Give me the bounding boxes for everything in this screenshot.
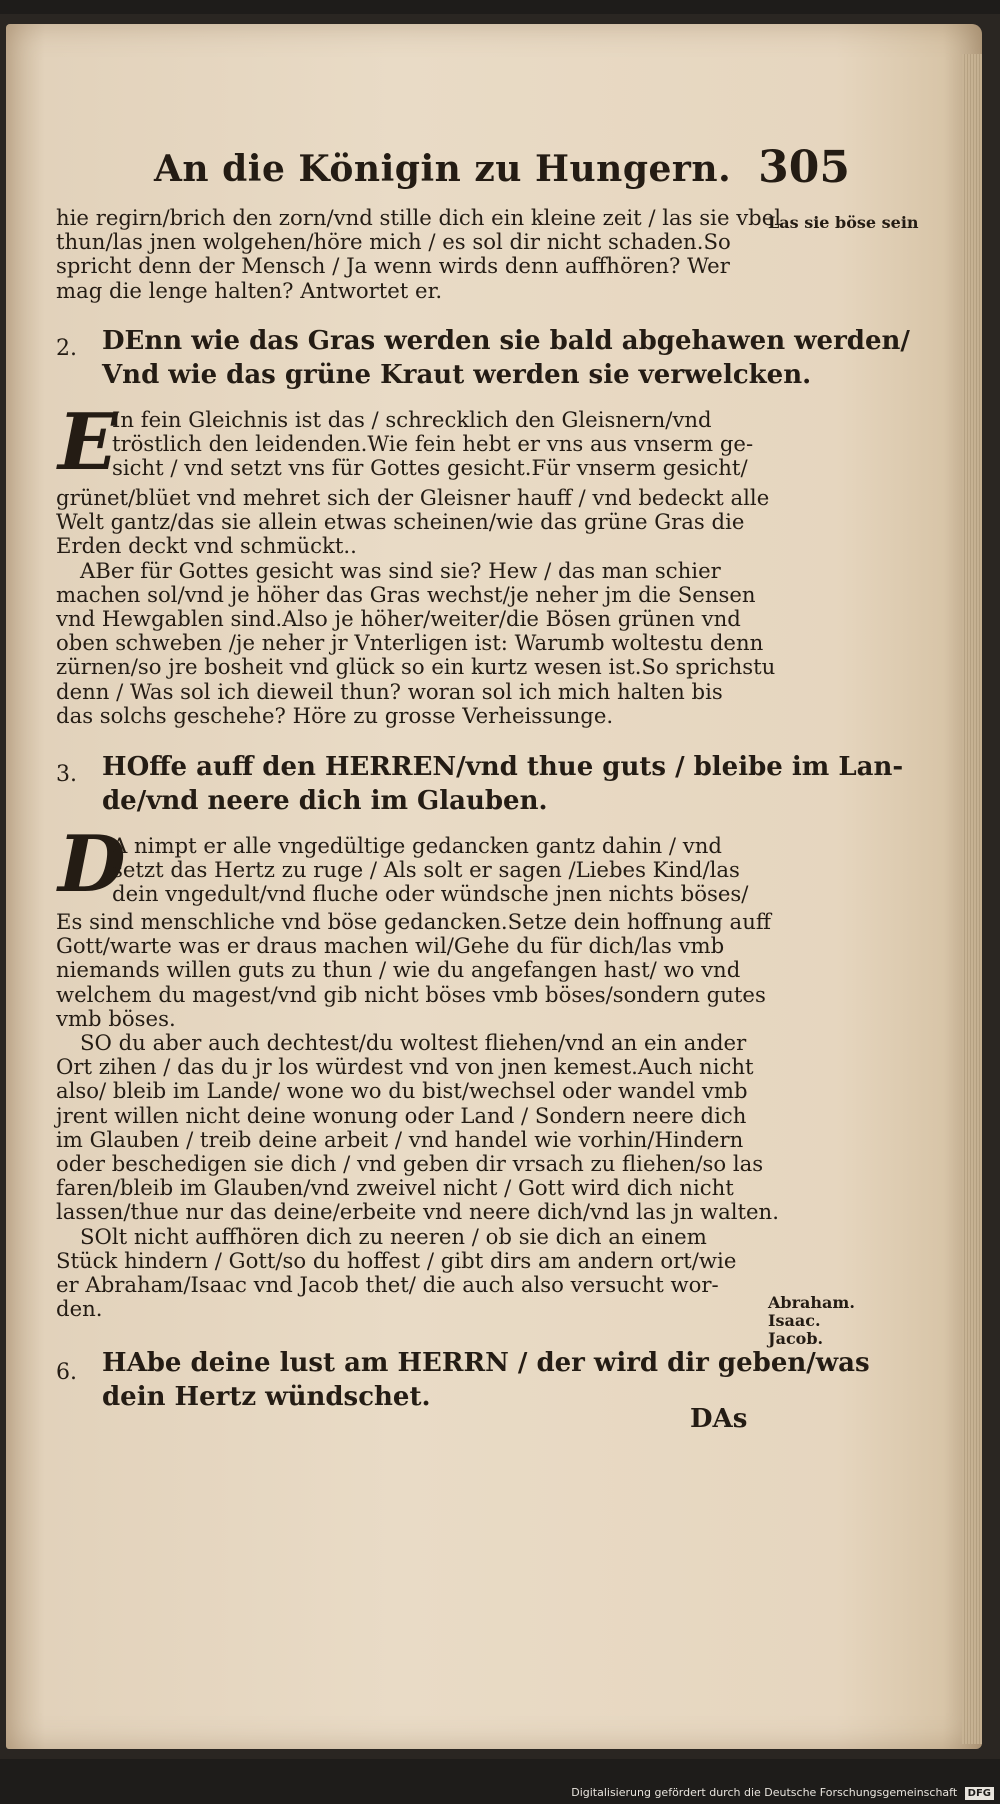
verse-3 [102,750,904,818]
page-edge [962,54,982,1744]
text-line: Erden deckt vnd schmückt.. [56,533,357,559]
text-line: hie regirn/brich den zorn/vnd stille dich ein kleine zeit / las sie vbel [56,205,782,230]
verse-line: HOffe auff den HERREN/vnd thue guts / bleibe im Lan- [102,752,904,782]
text-line: faren/bleib im Glauben/vnd zweivel nicht / Gott wird dich nicht [56,1175,734,1201]
text-line: Es sind menschliche vnd böse gedancken.Setze dein hoffnung auff [56,909,771,934]
drop-cap: D [58,819,126,910]
text-line: Welt gantz/das sie allein etwas scheinen/wie das grüne Gras die [56,509,745,535]
text-line: oder beschedigen sie dich / vnd geben dir vrsach zu fliehen/so las [56,1151,764,1177]
paragraph-3 [56,909,779,1322]
paragraph-2 [56,485,776,728]
text-line: jrent willen nicht deine wonung oder Land / Sondern neere dich [56,1102,747,1128]
text-line: vnd Hewgablen sind.Also je höher/weiter/die Bösen grünen vnd [56,606,741,632]
text-line: sicht / vnd setzt vns für Gottes gesicht.Für vnserm gesicht/ [112,455,748,481]
text-line: denn / Was sol ich dieweil thun? woran sol ich mich halten bis [56,678,723,704]
margin-note-abraham [768,1294,855,1348]
text-line: spricht denn der Mensch / Ja wenn wirds denn auffhören? Wer [56,253,730,279]
text-line: oben schweben /je neher jr Vnterligen ist: Warumb woltestu denn [56,630,764,656]
text-line: das solchs geschehe? Höre zu grosse Verheissunge. [56,702,614,728]
text-line: In fein Gleichnis ist das / schrecklich den Gleisnern/vnd [112,407,712,432]
text-line: dein vngedult/vnd fluche oder wündsche jnen nichts böses/ [112,881,749,907]
digitization-credit [571,1786,994,1800]
margin-line: Abraham. [768,1293,855,1312]
text-line: machen sol/vnd je höher das Gras wechst/je neher jm die Sensen [56,581,756,607]
text-line: im Glauben / treib deine arbeit / vnd handel wie vorhin/Hindern [56,1126,744,1152]
verse-number: 2. [56,336,77,361]
paragraph-1 [56,205,782,303]
verse-line: DEnn wie das Gras werden sie bald abgehawen werden/ [102,326,910,356]
paragraph-2-indented [112,408,762,481]
text-line: Ort zihen / das du jr los würdest vnd von jnen kemest.Auch nicht [56,1054,754,1080]
text-line: grünet/blüet vnd mehret sich der Gleisner hauff / vnd bedeckt alle [56,485,770,510]
text-line: er Abraham/Isaac vnd Jacob thet/ die auch also versucht wor- [56,1272,719,1298]
text-line: SO du aber auch dechtest/du woltest fliehen/vnd an ein ander [80,1030,747,1056]
verse-line: HAbe deine lust am HERRN / der wird dir geben/was [102,1348,870,1378]
text-line: vmb böses. [56,1005,176,1031]
verse-6 [102,1346,870,1414]
text-line: Gott/warte was er draus machen wil/Gehe du für dich/las vmb [56,933,725,959]
running-header [150,142,850,208]
text-line: Stück hindern / Gott/so du hoffest / gibt dirs am andern ort/wie [56,1247,737,1273]
text-line: thun/las jnen wolgehen/höre mich / es sol dir nicht schaden.So [56,229,731,255]
margin-line: Jacob. [768,1329,824,1348]
verse-line: dein Hertz wündschet. [102,1382,431,1412]
verse-2 [102,324,910,392]
drop-cap: E [58,397,118,488]
paragraph-3-indented [112,834,762,907]
text-line: setzt das Hertz zu ruge / Als solt er sagen /Liebes Kind/las [112,857,740,883]
text-line: niemands willen guts zu thun / wie du angefangen hast/ wo vnd [56,957,741,983]
header-title: An die Königin zu Hungern. [154,148,732,190]
margin-note-top: Las sie böse sein [768,213,919,232]
text-line: welchem du magest/vnd gib nicht böses vmb böses/sondern gutes [56,981,766,1007]
text-line: also/ bleib im Lande/ wone wo du bist/wechsel oder wandel vmb [56,1078,748,1104]
verse-number: 3. [56,762,77,787]
text-line: den. [56,1296,103,1322]
text-line: ABer für Gottes gesicht was sind sie? Hew / das man schier [80,557,721,583]
verse-line: Vnd wie das grüne Kraut werden sie verwelcken. [102,360,812,390]
text-line: mag die lenge halten? Antwortet er. [56,277,443,303]
text-line: tröstlich den leidenden.Wie fein hebt er vns aus vnserm ge- [112,431,754,457]
text-line: lassen/thue nur das deine/erbeite vnd neere dich/vnd las jn walten. [56,1199,779,1225]
text-line: A nimpt er alle vngedültige gedancken gantz dahin / vnd [112,833,722,858]
verse-number: 6. [56,1360,77,1385]
page-number: 305 [758,142,850,193]
text-line: zürnen/so jre bosheit vnd glück so ein kurtz wesen ist.So sprichstu [56,654,776,680]
text-line: SOlt nicht auffhören dich zu neeren / ob sie dich an einem [80,1223,707,1249]
credit-text: Digitalisierung gefördert durch die Deutsche Forschungsgemeinschaft [571,1786,958,1799]
verse-line: de/vnd neere dich im Glauben. [102,786,548,816]
catchword: DAs [690,1404,748,1434]
dfg-logo: DFG [965,1787,994,1800]
margin-line: Isaac. [768,1311,821,1330]
